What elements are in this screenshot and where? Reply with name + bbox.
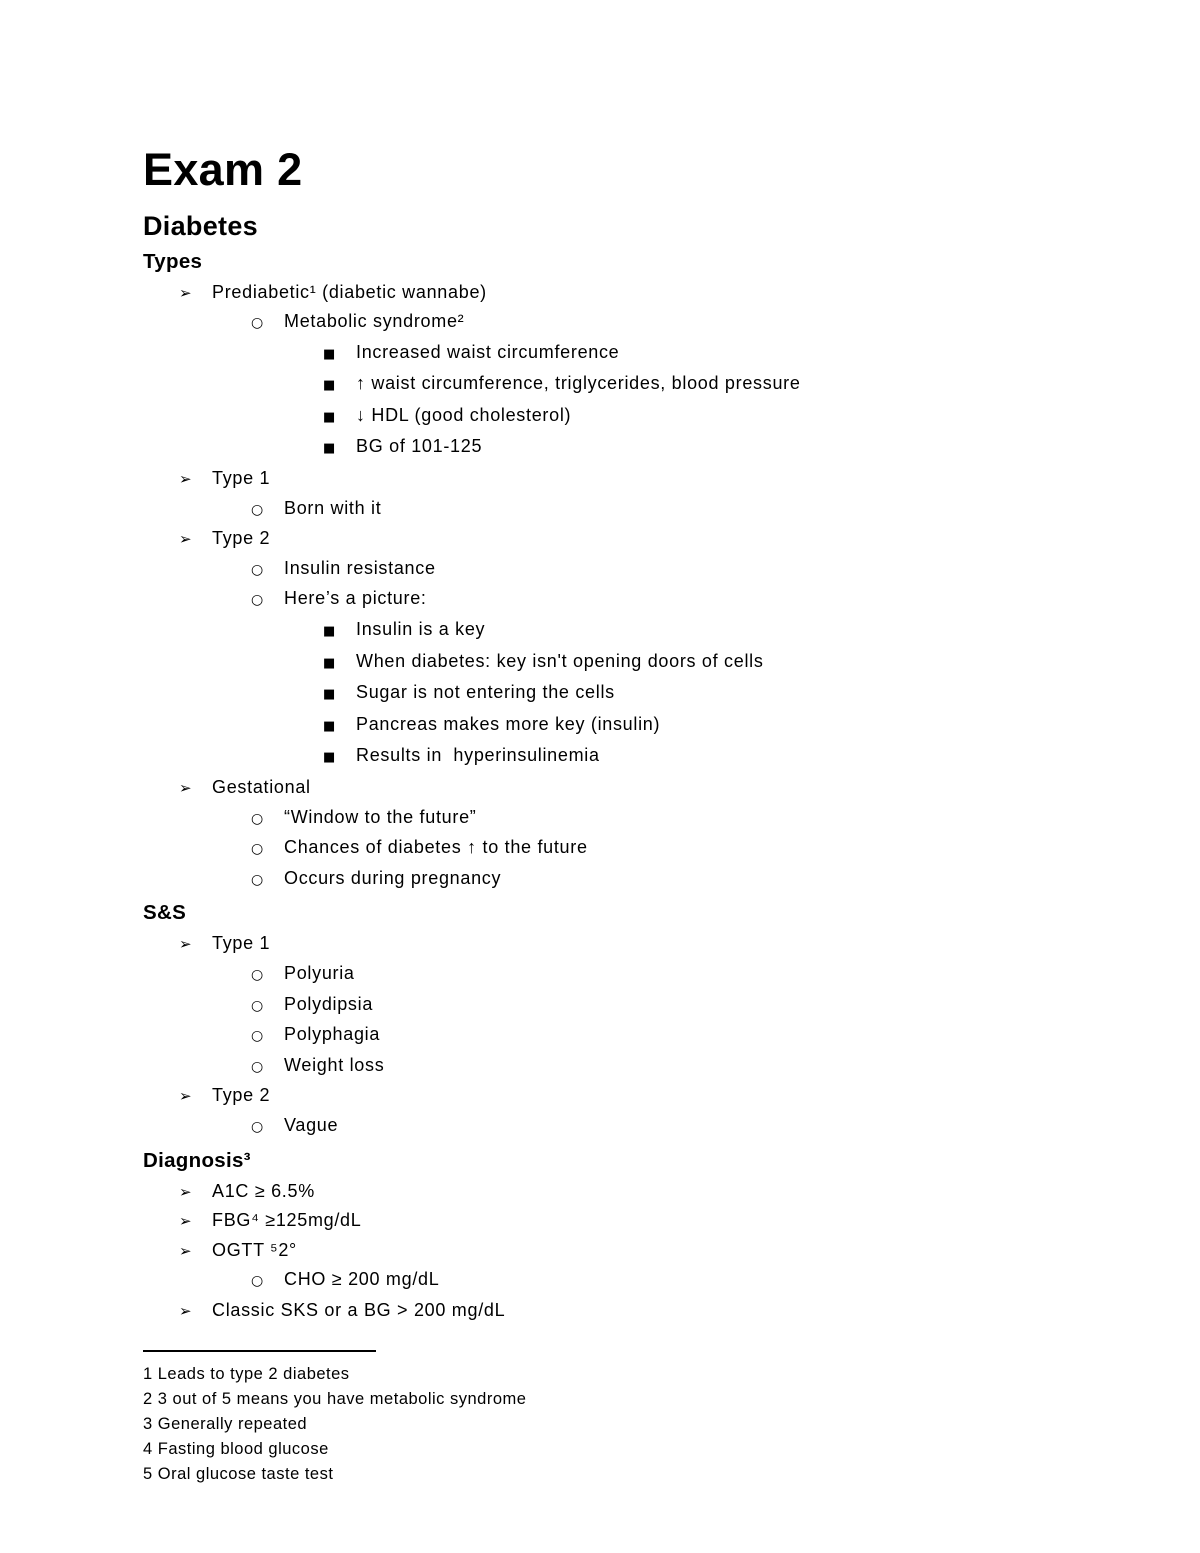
subsection-heading-types: Types: [143, 249, 203, 273]
list-item-text: Insulin resistance: [284, 557, 436, 578]
document-title: Exam 2: [143, 144, 303, 195]
list-item: [143, 959, 1080, 990]
list-item: [143, 1206, 1080, 1236]
footnote-text: 4 Fasting blood glucose: [143, 1439, 329, 1458]
subsection-heading-ss: S&S: [143, 901, 187, 925]
list-item-text: FBG⁴ ≥125mg/dL: [212, 1210, 362, 1231]
list-item: [143, 1051, 1080, 1082]
circle-bullet-icon: ○: [251, 871, 264, 888]
arrow-bullet-icon: ➢: [179, 1212, 192, 1231]
arrow-bullet-icon: ➢: [179, 530, 192, 549]
arrow-bullet-icon: ➢: [179, 935, 192, 954]
section-heading-diabetes: Diabetes: [143, 210, 258, 241]
arrow-bullet-icon: ➢: [179, 283, 192, 302]
list-item: [143, 554, 1080, 585]
circle-bullet-icon: ○: [251, 997, 264, 1014]
arrow-bullet-icon: ➢: [179, 1301, 192, 1320]
footnote-text: 2 3 out of 5 means you have metabolic syndrome: [143, 1389, 527, 1408]
list-item-text: Results in hyperinsulinemia: [356, 745, 600, 766]
list-item: [143, 1265, 1080, 1296]
list-item: [143, 1111, 1080, 1142]
list-item-text: Sugar is not entering the cells: [356, 682, 615, 703]
arrow-bullet-icon: ➢: [179, 1182, 192, 1201]
circle-bullet-icon: ○: [251, 1273, 264, 1290]
list-item-text: Prediabetic¹ (diabetic wannabe): [212, 281, 487, 302]
list-item-text: Vague: [284, 1114, 339, 1135]
square-bullet-icon: ■: [323, 750, 336, 766]
subsection-heading-diagnosis: Diagnosis³: [143, 1148, 251, 1172]
list-item: [143, 741, 1080, 773]
list-item: [143, 524, 1080, 554]
footnote-text: 5 Oral glucose taste test: [143, 1464, 334, 1483]
list-item-text: Type 2: [212, 528, 271, 549]
list-item: [143, 773, 1080, 803]
list-item: [143, 584, 1080, 615]
arrow-bullet-icon: ➢: [179, 1241, 192, 1260]
list-item-text: ↑ waist circumference, triglycerides, blood pressure: [356, 373, 801, 394]
square-bullet-icon: ■: [323, 409, 336, 425]
circle-bullet-icon: ○: [251, 810, 264, 827]
list-item: [143, 864, 1080, 895]
list-item: [143, 278, 1080, 308]
list-item-text: Weight loss: [284, 1054, 385, 1075]
list-item-text: Born with it: [284, 497, 382, 518]
arrow-bullet-icon: ➢: [179, 470, 192, 489]
list-item-text: Insulin is a key: [356, 619, 486, 640]
list-item-text: Type 1: [212, 468, 271, 489]
list-item-text: CHO ≥ 200 mg/dL: [284, 1269, 440, 1290]
list-item-text: Polydipsia: [284, 993, 374, 1014]
list-item-text: Occurs during pregnancy: [284, 867, 502, 888]
list-item: [143, 647, 1080, 679]
circle-bullet-icon: ○: [251, 966, 264, 983]
footnote-text: 1 Leads to type 2 diabetes: [143, 1364, 350, 1383]
list-item-text: Gestational: [212, 777, 311, 797]
list-item: [143, 338, 1080, 370]
list-item-text: BG of 101-125: [356, 436, 483, 457]
list-item: [143, 833, 1080, 864]
circle-bullet-icon: ○: [251, 1118, 264, 1135]
list-item: [143, 307, 1080, 338]
square-bullet-icon: ■: [323, 655, 336, 671]
list-item: [143, 1020, 1080, 1051]
list-item-text: Here’s a picture:: [284, 588, 427, 609]
list-item: [143, 1296, 1080, 1326]
list-item: [143, 990, 1080, 1021]
list-item-text: Metabolic syndrome²: [284, 311, 465, 332]
list-item: [143, 710, 1080, 742]
list-item-text: ↓ HDL (good cholesterol): [356, 404, 572, 425]
list-item-text: A1C ≥ 6.5%: [212, 1180, 315, 1201]
square-bullet-icon: ■: [323, 718, 336, 734]
circle-bullet-icon: ○: [251, 841, 264, 858]
footnote-text: 3 Generally repeated: [143, 1414, 308, 1433]
list-item-text: Increased waist circumference: [356, 341, 620, 362]
arrow-bullet-icon: ➢: [179, 779, 192, 797]
list-item: [143, 1236, 1080, 1266]
list-item-text: “Window to the future”: [284, 806, 477, 827]
list-item: [143, 432, 1080, 464]
square-bullet-icon: ■: [323, 378, 336, 394]
list-item-text: OGTT ⁵2°: [212, 1239, 297, 1260]
circle-bullet-icon: ○: [251, 1058, 264, 1075]
list-item-text: Polyuria: [284, 962, 355, 983]
list-item: [143, 678, 1080, 710]
square-bullet-icon: ■: [323, 441, 336, 457]
list-item-text: Pancreas makes more key (insulin): [356, 713, 661, 734]
square-bullet-icon: ■: [323, 624, 336, 640]
list-item: [143, 494, 1080, 525]
list-item-text: Polyphagia: [284, 1024, 381, 1045]
circle-bullet-icon: ○: [251, 501, 264, 518]
square-bullet-icon: ■: [323, 687, 336, 703]
square-bullet-icon: ■: [323, 346, 336, 362]
list-item: [143, 401, 1080, 433]
list-item-text: When diabetes: key isn't opening doors of cells: [356, 650, 764, 671]
arrow-bullet-icon: ➢: [179, 1087, 192, 1106]
circle-bullet-icon: ○: [251, 592, 264, 609]
list-item: [143, 1081, 1080, 1111]
list-item-text: Type 2: [212, 1085, 271, 1106]
list-item-text: Chances of diabetes ↑ to the future: [284, 837, 588, 858]
footnote-divider: [143, 1350, 376, 1352]
list-item-text: Type 1: [212, 933, 271, 954]
list-item: [143, 1177, 1080, 1207]
list-item: [143, 464, 1080, 494]
circle-bullet-icon: ○: [251, 1028, 264, 1045]
list-item-text: Classic SKS or a BG > 200 mg/dL: [212, 1299, 506, 1320]
list-item: [143, 369, 1080, 401]
circle-bullet-icon: ○: [251, 315, 264, 332]
circle-bullet-icon: ○: [251, 561, 264, 578]
list-item: [143, 803, 1080, 834]
list-item: [143, 929, 1080, 959]
list-item: [143, 615, 1080, 647]
